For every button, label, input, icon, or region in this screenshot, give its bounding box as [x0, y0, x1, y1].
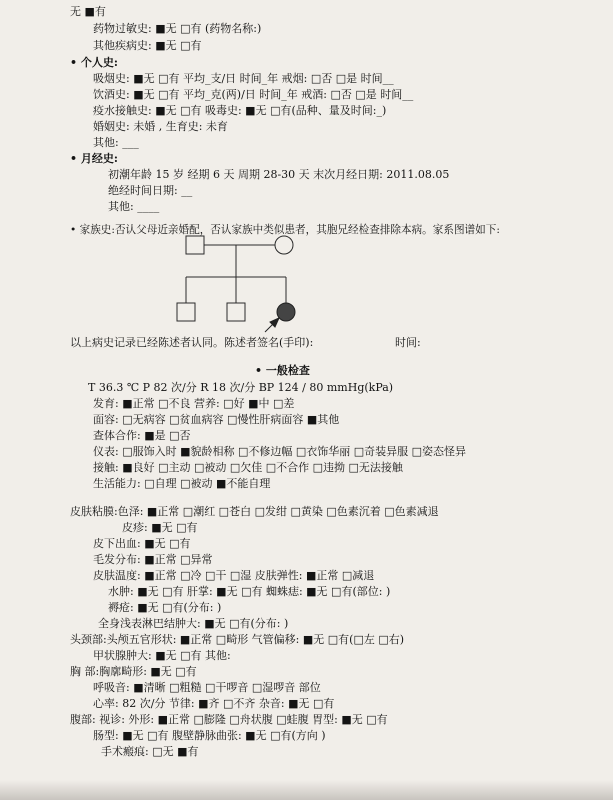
- other-disease-history: 其他疾病史: ■无 □有: [93, 39, 202, 52]
- allergy-history-prev-line: 无 ■有: [70, 5, 106, 18]
- drinking-history: 饮酒史: ■无 □有 平均_克(两)/日 时间_年 戒酒: □否 □是 时间__: [93, 88, 414, 101]
- history-confirmation: 以上病史记录已经陈述者认同。陈述者签名(手印):: [70, 336, 314, 349]
- bedsore: 褥疮: ■无 □有(分布: ): [108, 601, 222, 614]
- menopause-date: 绝经时间日期: __: [108, 184, 193, 197]
- water-contact-drug-history: 疫水接触史: ■无 □有 吸毒史: ■无 □有(品种、量及时间:_): [93, 104, 387, 117]
- lymph-node: 全身浅表淋巴结肿大: ■无 □有(分布: ): [98, 617, 289, 630]
- menstrual-other: 其他: ____: [108, 200, 160, 213]
- drug-allergy-history: 药物过敏史: ■无 □有 (药物名称:): [93, 22, 262, 35]
- abdomen-inspection: 腹部: 视诊: 外形: ■正常 □膨隆 □舟状腹 □蛙腹 胃型: ■无 □有: [70, 713, 388, 726]
- appearance: 仪表: □服饰入时 ■貌龄相称 □不修边幅 □衣饰华丽 □奇装异服 □姿态怪异: [93, 445, 467, 458]
- section-personal-history: • 个人史:: [70, 56, 118, 69]
- pedigree-brother2-square: [227, 303, 245, 321]
- exam-cooperation: 查体合作: ■是 □否: [93, 429, 191, 442]
- edema-palm-spider: 水肿: ■无 □有 肝掌: ■无 □有 蜘蛛痣: ■无 □有(部位: ): [108, 585, 391, 598]
- skin-temperature: 皮肤温度: ■正常 □冷 □干 □湿 皮肤弹性: ■正常 □减退: [93, 569, 375, 582]
- smoking-history: 吸烟史: ■无 □有 平均_支/日 时间_年 戒烟: □否 □是 时间__: [93, 72, 394, 85]
- chest-deformity: 胸 部:胸廓畸形: ■无 □有: [70, 665, 197, 678]
- pedigree-brother1-square: [177, 303, 195, 321]
- development-nutrition: 发育: ■正常 □不良 营养: □好 ■中 □差: [93, 397, 295, 410]
- section-menstrual-history: • 月经史:: [70, 152, 118, 165]
- personal-other: 其他: ___: [93, 136, 139, 149]
- breath-sound: 呼吸音: ■清晰 □粗糙 □干啰音 □湿啰音 部位: [93, 681, 321, 694]
- confirmation-time: 时间:: [395, 336, 421, 349]
- hair-distribution: 毛发分布: ■正常 □异常: [93, 553, 213, 566]
- subcutaneous-bleeding: 皮下出血: ■无 □有: [93, 537, 191, 550]
- surgical-scar: 手术瘢痕: □无 ■有: [101, 745, 199, 758]
- pedigree-father-square: [186, 236, 204, 254]
- proband-arrow-icon: [265, 318, 279, 332]
- menstrual-details: 初潮年龄 15 岁 经期 6 天 周期 28-30 天 末次月经日期: 2011.08.05: [108, 168, 450, 181]
- intestinal-pattern: 肠型: ■无 □有 腹壁静脉曲张: ■无 □有(方向 ): [93, 729, 326, 742]
- head-neck: 头颈部:头颅五官形状: ■正常 □畸形 气管偏移: ■无 □有(□左 □右): [70, 633, 405, 646]
- vital-signs: T 36.3 ℃ P 82 次/分 R 18 次/分 BP 124 / 80 mmHg(kPa): [88, 381, 394, 394]
- pedigree-mother-circle: [275, 236, 293, 254]
- thyroid: 甲状腺肿大: ■无 □有 其他:: [93, 649, 231, 662]
- pedigree-proband-filled-circle: [277, 303, 295, 321]
- living-ability: 生活能力: □自理 □被动 ■不能自理: [93, 477, 271, 490]
- family-history: • 家族史:否认父母近亲婚配，否认家族中类似患者，其胞兄经检查排除本病。家系图谱如下:: [70, 224, 500, 236]
- skin-mucosa-color: 皮肤粘膜:色泽: ■正常 □潮红 □苍白 □发绀 □黄染 □色素沉着 □色素减退: [70, 505, 439, 518]
- marriage-birth-history: 婚姻史: 未婚 , 生育史: 未育: [93, 120, 228, 133]
- rash: 皮疹: ■无 □有: [122, 521, 198, 534]
- facial-expression: 面容: □无病容 □贫血病容 □慢性肝病面容 ■其他: [93, 413, 340, 426]
- contact: 接触: ■良好 □主动 □被动 □欠佳 □不合作 □违拗 □无法接触: [93, 461, 403, 474]
- scan-shadow: [0, 780, 613, 800]
- section-general-exam: • 一般检查: [255, 364, 310, 377]
- heart-rate: 心率: 82 次/分 节律: ■齐 □不齐 杂音: ■无 □有: [93, 697, 335, 710]
